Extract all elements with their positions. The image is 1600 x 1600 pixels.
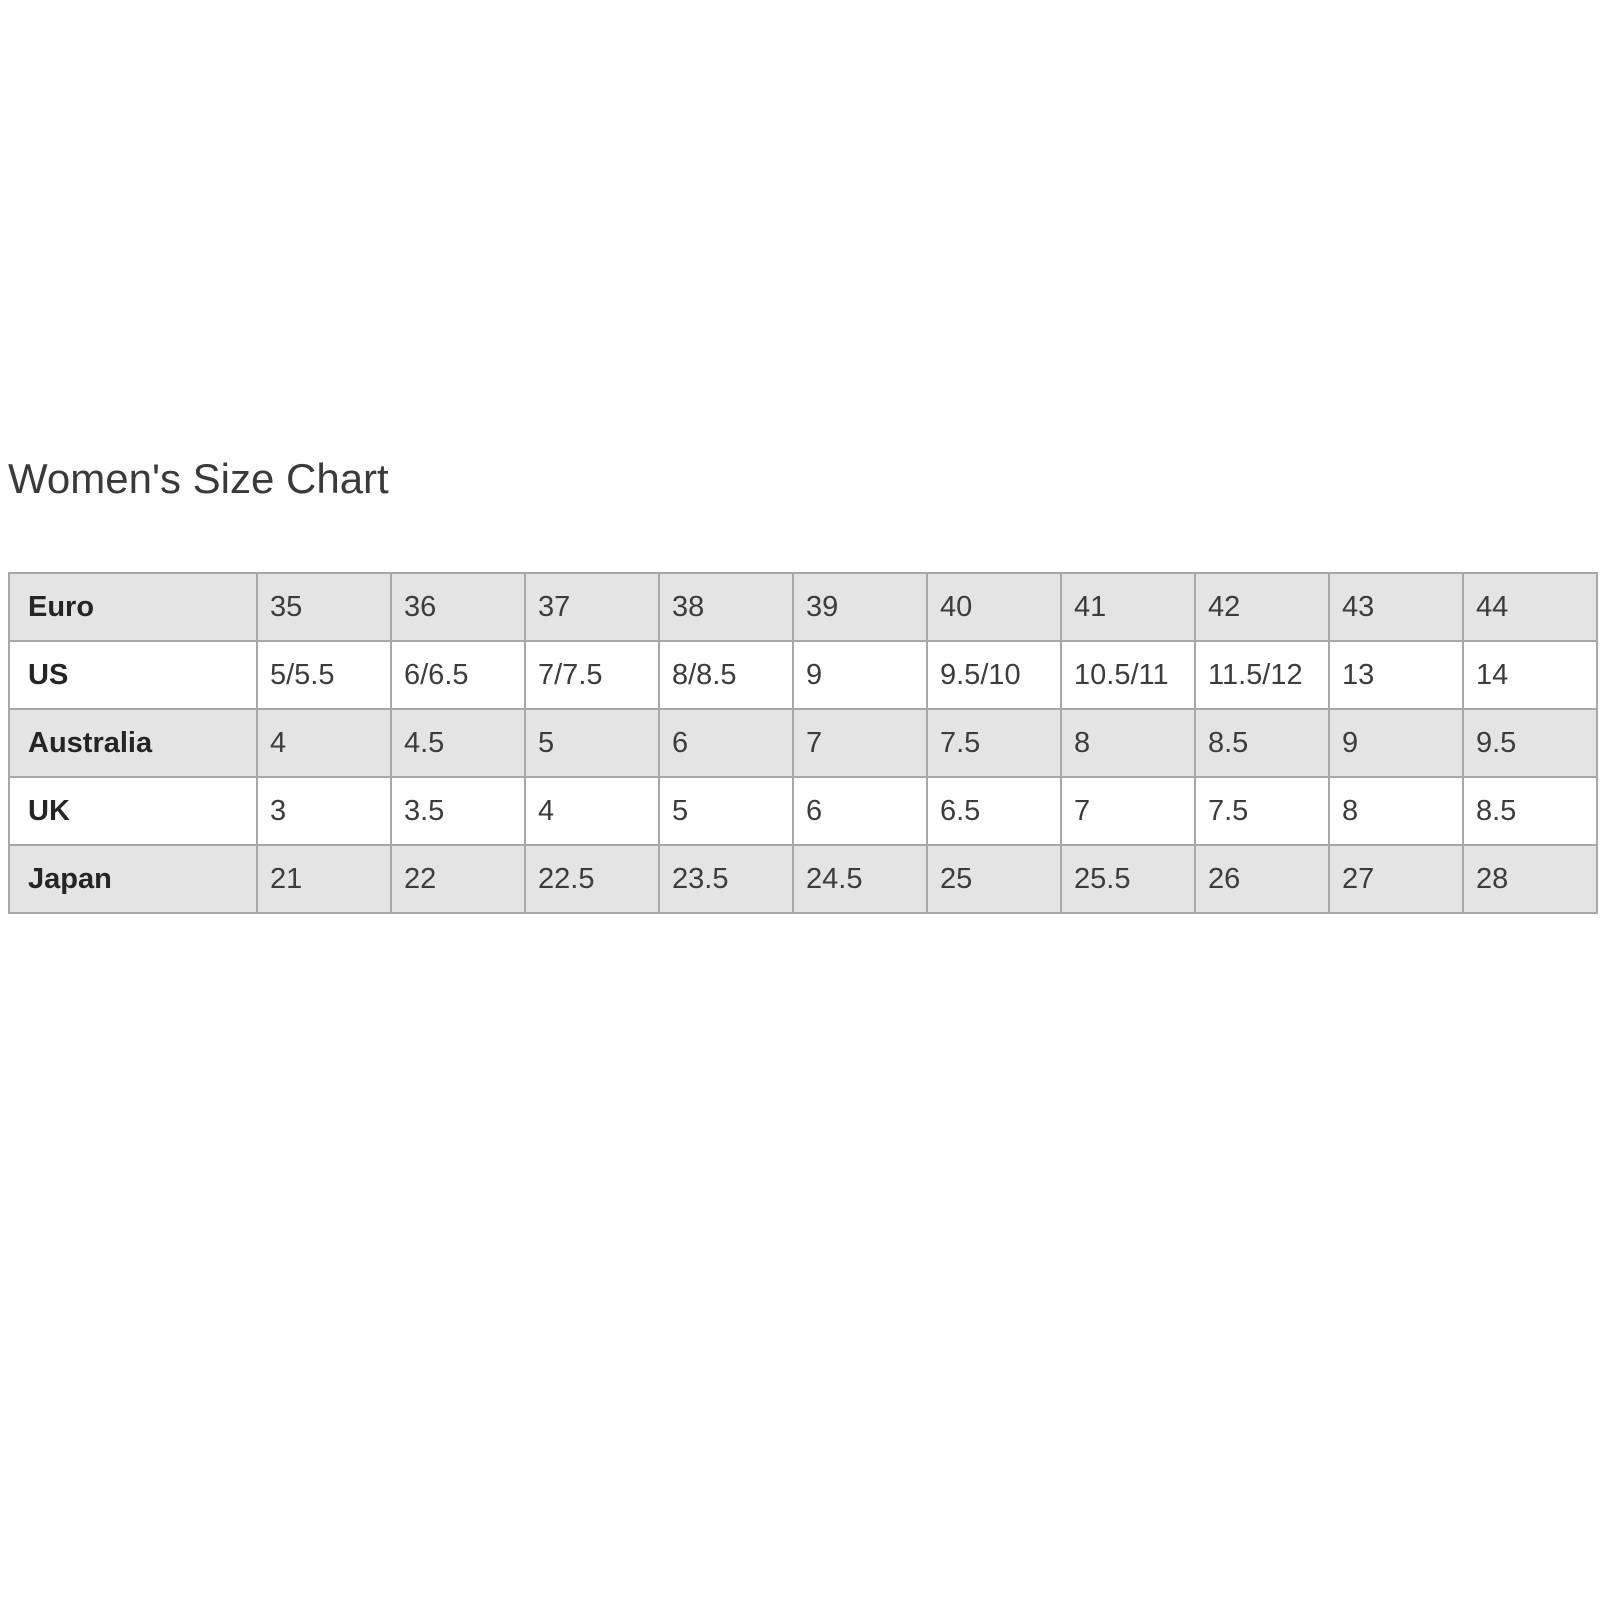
- cell-australia-8: 9: [1329, 709, 1463, 777]
- table-row: [9, 573, 1597, 641]
- cell-australia-6: 8: [1061, 709, 1195, 777]
- cell-japan-1: 22: [391, 845, 525, 913]
- cell-euro-0: 35: [257, 573, 391, 641]
- cell-us-8: 13: [1329, 641, 1463, 709]
- cell-japan-4: 24.5: [793, 845, 927, 913]
- cell-japan-2: 22.5: [525, 845, 659, 913]
- cell-uk-0: 3: [257, 777, 391, 845]
- cell-uk-2: 4: [525, 777, 659, 845]
- cell-euro-2: 37: [525, 573, 659, 641]
- page-title: Women's Size Chart: [8, 455, 389, 502]
- row-label-australia: Australia: [9, 709, 257, 777]
- cell-us-0: 5/5.5: [257, 641, 391, 709]
- cell-japan-9: 28: [1463, 845, 1597, 913]
- cell-uk-3: 5: [659, 777, 793, 845]
- cell-us-7: 11.5/12: [1195, 641, 1329, 709]
- cell-us-2: 7/7.5: [525, 641, 659, 709]
- cell-uk-6: 7: [1061, 777, 1195, 845]
- cell-us-1: 6/6.5: [391, 641, 525, 709]
- cell-australia-0: 4: [257, 709, 391, 777]
- row-label-japan: Japan: [9, 845, 257, 913]
- cell-us-3: 8/8.5: [659, 641, 793, 709]
- cell-australia-5: 7.5: [927, 709, 1061, 777]
- cell-euro-4: 39: [793, 573, 927, 641]
- cell-us-6: 10.5/11: [1061, 641, 1195, 709]
- size-chart-table: [8, 572, 1598, 914]
- cell-japan-5: 25: [927, 845, 1061, 913]
- cell-euro-1: 36: [391, 573, 525, 641]
- row-label-euro: Euro: [9, 573, 257, 641]
- cell-uk-1: 3.5: [391, 777, 525, 845]
- cell-uk-5: 6.5: [927, 777, 1061, 845]
- cell-us-9: 14: [1463, 641, 1597, 709]
- cell-japan-3: 23.5: [659, 845, 793, 913]
- cell-us-5: 9.5/10: [927, 641, 1061, 709]
- cell-euro-5: 40: [927, 573, 1061, 641]
- cell-uk-9: 8.5: [1463, 777, 1597, 845]
- cell-japan-8: 27: [1329, 845, 1463, 913]
- row-label-us: US: [9, 641, 257, 709]
- cell-euro-3: 38: [659, 573, 793, 641]
- cell-us-4: 9: [793, 641, 927, 709]
- table-row: [9, 777, 1597, 845]
- cell-japan-7: 26: [1195, 845, 1329, 913]
- cell-japan-0: 21: [257, 845, 391, 913]
- size-chart-container: [8, 572, 1596, 914]
- table-row: [9, 641, 1597, 709]
- cell-uk-7: 7.5: [1195, 777, 1329, 845]
- cell-uk-4: 6: [793, 777, 927, 845]
- row-label-uk: UK: [9, 777, 257, 845]
- cell-euro-9: 44: [1463, 573, 1597, 641]
- cell-uk-8: 8: [1329, 777, 1463, 845]
- cell-japan-6: 25.5: [1061, 845, 1195, 913]
- cell-australia-9: 9.5: [1463, 709, 1597, 777]
- cell-australia-7: 8.5: [1195, 709, 1329, 777]
- cell-euro-6: 41: [1061, 573, 1195, 641]
- cell-australia-1: 4.5: [391, 709, 525, 777]
- cell-euro-8: 43: [1329, 573, 1463, 641]
- table-row: [9, 845, 1597, 913]
- cell-euro-7: 42: [1195, 573, 1329, 641]
- table-row: [9, 709, 1597, 777]
- cell-australia-4: 7: [793, 709, 927, 777]
- cell-australia-2: 5: [525, 709, 659, 777]
- cell-australia-3: 6: [659, 709, 793, 777]
